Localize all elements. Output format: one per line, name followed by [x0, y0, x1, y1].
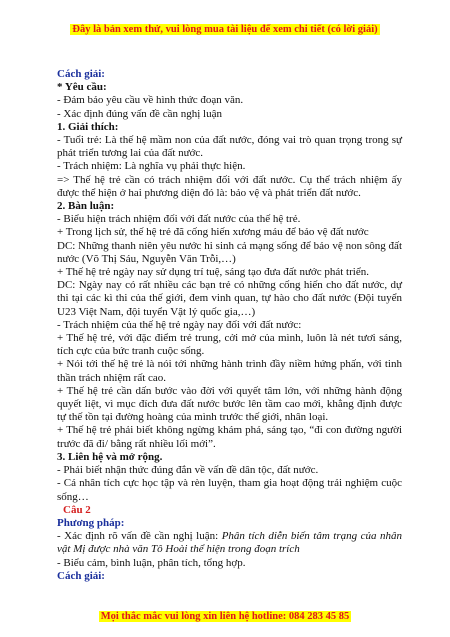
paragraph: - Xác định đúng vấn đề cần nghị luận: [57, 107, 222, 120]
paragraph: [57, 530, 402, 556]
section-heading-method: Cách giải:: [57, 68, 105, 80]
preview-notice-banner: [0, 24, 450, 35]
paragraph: + Thế hệ trẻ phải biết không ngừng khám phá, sáng tạo, “đi con đường người trước đã đi/ bằng rất nhiều lối mới”.: [57, 424, 402, 450]
paragraph: + Thế hệ trẻ cần dấn bước vào đời với quyết tâm lớn, với những hành động quyết liệt, vì mục đích đưa đất nước bước lên tầm cao mới, khẳng định được tự thế tồn tại đường hoàng của mình trước thế giới, nhân loại.: [57, 384, 402, 424]
preview-notice-text: Đây là bản xem thử, vui lòng mua tài liệu để xem chi tiết (có lời giải): [72, 24, 378, 35]
section-heading-approach: Phương pháp:: [57, 516, 125, 529]
paragraph: => Thế hệ trẻ cần có trách nhiệm đối với đất nước. Cụ thể trách nhiệm ấy được thể hiện ở hai phương diện đó là: bảo vệ và phát triển đất nước.: [57, 173, 402, 199]
paragraph: + Thế hệ trẻ, với đặc điểm trẻ trung, cởi mở của mình, luôn là nét tươi sáng, tích cực của bức tranh cuộc sống.: [57, 332, 402, 358]
hotline-text: Mọi thắc mắc vui lòng xin liên hệ hotline: 084 283 45 85: [100, 611, 350, 622]
paragraph: - Trách nhiệm: Là nghĩa vụ phải thực hiện.: [57, 160, 246, 173]
question-heading: Câu 2: [63, 503, 91, 516]
requirement-heading: * Yêu cầu:: [57, 81, 107, 94]
subheading-explain: 1. Giải thích:: [57, 120, 119, 133]
document-body: [57, 68, 402, 583]
paragraph: - Biểu hiện trách nhiệm đối với đất nước của thế hệ trẻ.: [57, 213, 301, 226]
paragraph-lead: - Xác định rõ vấn đề cần nghị luận:: [57, 530, 222, 543]
section-heading-method: Cách giải:: [57, 569, 105, 582]
paragraph: - Trách nhiệm của thế hệ trẻ ngày nay đối với đất nước:: [57, 318, 302, 331]
paragraph: - Phải biết nhận thức đúng đắn về vấn đề dân tộc, đất nước.: [57, 464, 319, 477]
paragraph-italic: Phân tích diễn biến tâm trạng của nhân vật Mị được nhà văn Tô Hoài thể hiện trong đoạn trích: [57, 530, 403, 556]
hotline-banner: [0, 611, 450, 622]
paragraph: - Đảm bảo yêu cầu về hình thức đoạn văn.: [57, 94, 244, 107]
paragraph: DC: Ngày nay có rất nhiều các bạn trẻ có những cống hiến cho đất nước, dự thi tại các kì thi của thế giới, đem vinh quan, tự hào cho đất nước (Đội tuyển U23 Việt Nam, đội tuyển Vật lý quốc gia,…): [57, 279, 402, 318]
paragraph: + Nói tới thế hệ trẻ là nói tới những hành trình đầy niềm hứng phấn, với tinh thần trách nhiệm rất cao.: [57, 358, 402, 384]
paragraph: - Tuổi trẻ: Là thế hệ mầm non của đất nước, đóng vai trò quan trọng trong sự phát triển tương lai của đất nước.: [57, 134, 402, 160]
paragraph: - Biểu cảm, bình luận, phân tích, tổng hợp.: [57, 556, 246, 569]
paragraph: + Thế hệ trẻ ngày nay sử dụng trí tuệ, sáng tạo đưa đất nước phát triển.: [57, 266, 369, 279]
subheading-discussion: 2. Bàn luận:: [57, 200, 115, 213]
subheading-relate: 3. Liên hệ và mở rộng.: [57, 450, 163, 463]
paragraph: + Trong lịch sử, thế hệ trẻ đã cống hiến xương máu để bảo vệ đất nước: [57, 226, 369, 239]
paragraph: - Cá nhân tích cực học tập và rèn luyện, tham gia hoạt động trải nghiệm cuộc sống…: [57, 477, 402, 503]
paragraph: DC: Những thanh niên yêu nước hi sinh cả mạng sống để bảo vệ non sông đất nước (Võ Thị Sáu, Nguyễn Văn Trỗi,…): [57, 239, 402, 265]
